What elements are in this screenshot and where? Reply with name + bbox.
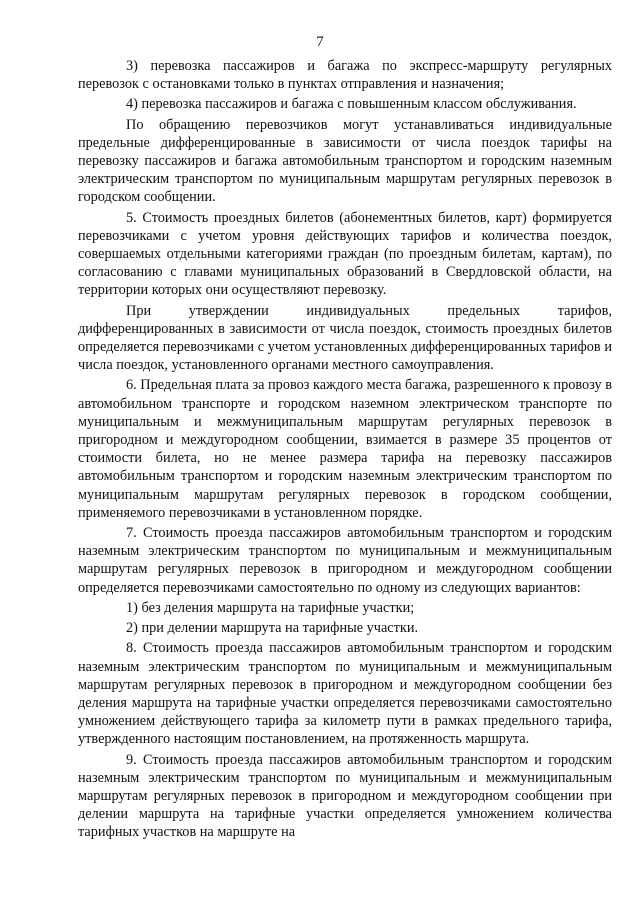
- paragraph: 3) перевозка пассажиров и багажа по экспресс-маршруту регулярных перевозок с остановками только в пунктах отправления и назначения;: [78, 58, 612, 93]
- paragraph: 7. Стоимость проезда пассажиров автомобильным транспортом и городским наземным электрическим транспортом по муниципальным и межмуниципальным маршрутам регулярных перевозок в пригородном и междугородном сообщении определяется перевозчиками самостоятельно по одному из следующих вариантов:: [78, 525, 612, 596]
- document-body: [78, 57, 612, 844]
- paragraph: 9. Стоимость проезда пассажиров автомобильным транспортом и городским наземным электрическим транспортом по муниципальным и межмуниципальным маршрутам регулярных перевозок в пригородном и междугородном сообщении при делении маршрута на тарифные участки определяется умножением количества тарифных участков на маршруте на: [78, 751, 612, 841]
- page-number: 7: [316, 34, 324, 50]
- paragraph: 4) перевозка пассажиров и багажа с повышенным классом обслуживания.: [126, 96, 577, 113]
- paragraph: 8. Стоимость проезда пассажиров автомобильным транспортом и городским наземным электрическим транспортом по муниципальным и межмуниципальным маршрутам регулярных перевозок в пригородном и междугородном сообщении без деления маршрута на тарифные участки определяется перевозчиками самостоятельно умножением действующего тарифа за километр пути в рамках предельного тарифа, утвержденного настоящим постановлением, на протяженность маршрута.: [78, 640, 612, 748]
- paragraph: По обращению перевозчиков могут устанавливаться индивидуальные предельные дифференцированные в зависимости от числа поездок тарифы на перевозку пассажиров и багажа автомобильным транспортом и городским наземным электрическим транспортом по муниципальным маршрутам регулярных перевозок в городском сообщении.: [78, 116, 612, 206]
- paragraph: 2) при делении маршрута на тарифные участки.: [126, 620, 419, 637]
- paragraph: 6. Предельная плата за провоз каждого места багажа, разрешенного к провозу в автомобильном транспорте и городском наземном электрическом транспорте по муниципальным и межмуниципальным маршрутам регулярных перевозок в пригородном и междугородном сообщении, взимается в размере 35 процентов от стоимости билета, но не менее размера тарифа на перевозку пассажиров автомобильным транспортом и городским наземным электрическим транспортом по муниципальным маршрутам регулярных перевозок в городском сообщении, применяемого перевозчиками в установленном порядке.: [78, 377, 612, 521]
- paragraph: При утверждении индивидуальных предельных тарифов, дифференцированных в зависимости от числа поездок, стоимость проездных билетов определяется перевозчиками с учетом установленных дифференцированных тарифов и числа поездок, установленного органами местного самоуправления.: [78, 302, 612, 374]
- paragraph: 5. Стоимость проездных билетов (абонементных билетов, карт) формируется перевозчиками с учетом уровня действующих тарифов и количества поездок, совершаемых отдельными категориями граждан (по проездным билетам, картам), по согласованию с главами муниципальных образований в Свердловской области, на территории которых они осуществляют перевозку.: [78, 209, 612, 299]
- paragraph: 1) без деления маршрута на тарифные участки;: [126, 599, 415, 616]
